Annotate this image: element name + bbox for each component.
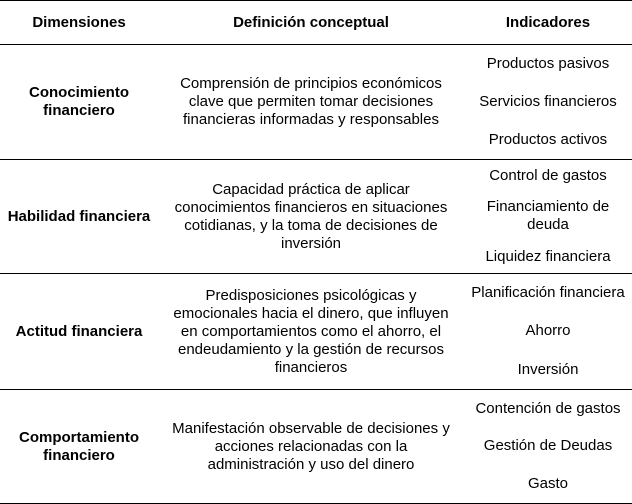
table-row: [0, 45, 632, 160]
indicator-item: Inversión: [517, 360, 579, 378]
table-header-row: [0, 1, 632, 45]
dimension-cell: Conocimiento financiero: [0, 45, 158, 160]
definition-cell: Capacidad práctica de aplicar conocimientos financieros en situaciones cotidianas, y la toma de decisiones de inversión: [158, 160, 464, 274]
indicator-item: Servicios financieros: [479, 93, 617, 110]
header-definicion: Definición conceptual: [158, 1, 464, 45]
indicator-item: Gasto: [527, 475, 569, 493]
indicator-item: Liquidez financiera: [485, 248, 611, 266]
indicators-cell: [464, 160, 632, 274]
indicators-cell: [464, 45, 632, 160]
definition-cell: Comprensión de principios económicos clave que permiten tomar decisiones financieras informadas y responsables: [158, 45, 464, 160]
table-row: [0, 274, 632, 390]
indicator-item: Contención de gastos: [475, 399, 621, 417]
indicator-item: Ahorro: [525, 322, 571, 340]
indicator-item: Productos pasivos: [486, 55, 610, 72]
definition-cell: Manifestación observable de decisiones y acciones relacionadas con la administración y uso del dinero: [158, 390, 464, 504]
table-row: [0, 390, 632, 504]
indicator-item: Control de gastos: [489, 166, 607, 184]
dimension-cell: Comportamiento financiero: [0, 390, 158, 504]
header-indicadores: Indicadores: [464, 1, 632, 45]
dimension-cell: Habilidad financiera: [0, 160, 158, 274]
indicator-item: Planificación financiera: [471, 284, 625, 302]
definition-cell: Predisposiciones psicológicas y emocionales hacia el dinero, que influyen en comportamientos como el ahorro, el endeudamiento y la gestión de recursos financieros: [158, 274, 464, 390]
indicator-item: Gestión de Deudas: [483, 437, 613, 455]
indicator-item: Financiamiento de deuda: [486, 198, 610, 234]
header-dimensiones: Dimensiones: [0, 1, 158, 45]
indicators-cell: [464, 390, 632, 504]
indicator-item: Productos activos: [488, 131, 608, 148]
indicators-cell: [464, 274, 632, 390]
table-row: [0, 160, 632, 274]
dimension-cell: Actitud financiera: [0, 274, 158, 390]
